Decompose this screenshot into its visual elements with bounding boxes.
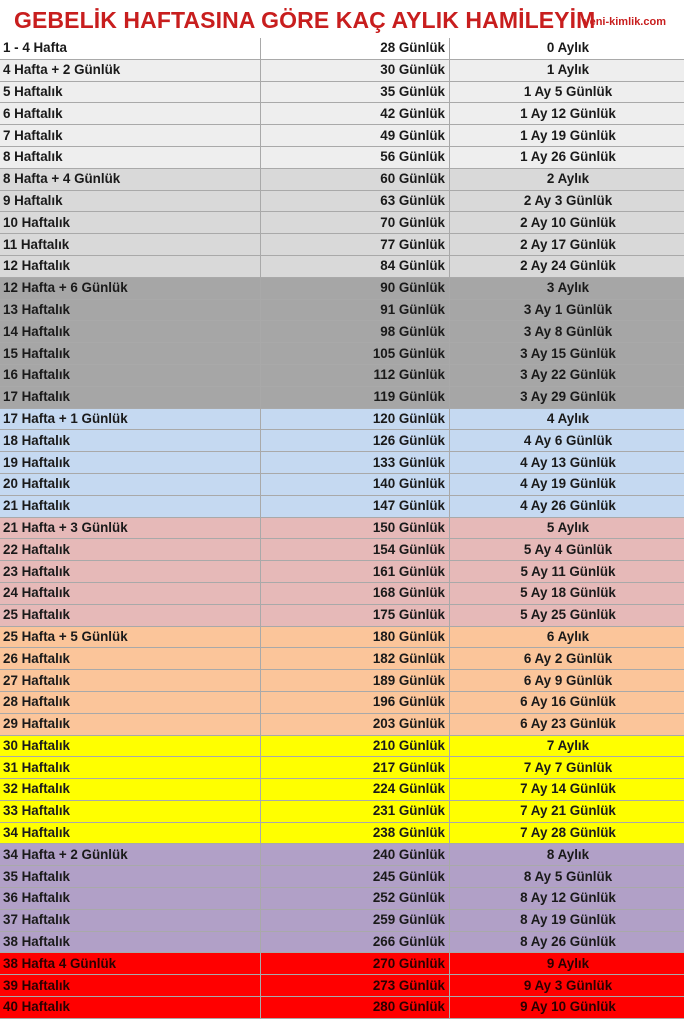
week-cell: 4 Hafta + 2 Günlük xyxy=(0,59,261,81)
week-cell: 26 Haftalık xyxy=(0,648,261,670)
days-cell: 175 Günlük xyxy=(261,604,450,626)
days-cell: 238 Günlük xyxy=(261,822,450,844)
days-cell: 112 Günlük xyxy=(261,364,450,386)
week-cell: 39 Haftalık xyxy=(0,975,261,997)
week-cell: 28 Haftalık xyxy=(0,691,261,713)
days-cell: 147 Günlük xyxy=(261,495,450,517)
week-cell: 38 Haftalık xyxy=(0,931,261,953)
week-cell: 29 Haftalık xyxy=(0,713,261,735)
week-cell: 16 Haftalık xyxy=(0,364,261,386)
table-row xyxy=(0,473,684,495)
table-row xyxy=(0,626,684,648)
week-cell: 18 Haftalık xyxy=(0,430,261,452)
week-cell: 25 Haftalık xyxy=(0,604,261,626)
table-row xyxy=(0,953,684,975)
table-row xyxy=(0,255,684,277)
months-cell: 6 Ay 16 Günlük xyxy=(450,691,684,713)
week-cell: 30 Haftalık xyxy=(0,735,261,757)
months-cell: 2 Ay 3 Günlük xyxy=(450,190,684,212)
days-cell: 266 Günlük xyxy=(261,931,450,953)
months-cell: 1 Ay 5 Günlük xyxy=(450,81,684,103)
months-cell: 4 Ay 26 Günlük xyxy=(450,495,684,517)
days-cell: 90 Günlük xyxy=(261,277,450,299)
days-cell: 35 Günlük xyxy=(261,81,450,103)
week-cell: 5 Haftalık xyxy=(0,81,261,103)
table-row xyxy=(0,844,684,866)
days-cell: 189 Günlük xyxy=(261,670,450,692)
table-row xyxy=(0,735,684,757)
table-row xyxy=(0,190,684,212)
months-cell: 3 Ay 1 Günlük xyxy=(450,299,684,321)
table-row xyxy=(0,909,684,931)
table-row xyxy=(0,539,684,561)
table-row xyxy=(0,604,684,626)
page-title: GEBELİK HAFTASINA GÖRE KAÇ AYLIK HAMİLEYİM xyxy=(14,7,596,33)
months-cell: 7 Ay 7 Günlük xyxy=(450,757,684,779)
table-row xyxy=(0,648,684,670)
table-row xyxy=(0,975,684,997)
week-cell: 40 Haftalık xyxy=(0,997,261,1019)
week-cell: 33 Haftalık xyxy=(0,800,261,822)
months-cell: 2 Ay 24 Günlük xyxy=(450,255,684,277)
days-cell: 245 Günlük xyxy=(261,866,450,888)
week-cell: 27 Haftalık xyxy=(0,670,261,692)
week-cell: 17 Hafta + 1 Günlük xyxy=(0,408,261,430)
months-cell: 3 Ay 29 Günlük xyxy=(450,386,684,408)
week-cell: 36 Haftalık xyxy=(0,888,261,910)
months-cell: 2 Ay 10 Günlük xyxy=(450,212,684,234)
days-cell: 180 Günlük xyxy=(261,626,450,648)
table-row xyxy=(0,713,684,735)
days-cell: 126 Günlük xyxy=(261,430,450,452)
week-cell: 6 Haftalık xyxy=(0,103,261,125)
table-row xyxy=(0,430,684,452)
week-cell: 9 Haftalık xyxy=(0,190,261,212)
months-cell: 8 Ay 26 Günlük xyxy=(450,931,684,953)
months-cell: 4 Ay 19 Günlük xyxy=(450,473,684,495)
table-row xyxy=(0,125,684,147)
week-cell: 13 Haftalık xyxy=(0,299,261,321)
months-cell: 8 Ay 5 Günlük xyxy=(450,866,684,888)
days-cell: 30 Günlük xyxy=(261,59,450,81)
months-cell: 7 Ay 28 Günlük xyxy=(450,822,684,844)
days-cell: 161 Günlük xyxy=(261,561,450,583)
months-cell: 3 Ay 8 Günlük xyxy=(450,321,684,343)
table-row xyxy=(0,168,684,190)
days-cell: 98 Günlük xyxy=(261,321,450,343)
days-cell: 56 Günlük xyxy=(261,146,450,168)
months-cell: 1 Ay 26 Günlük xyxy=(450,146,684,168)
months-cell: 3 Aylık xyxy=(450,277,684,299)
days-cell: 120 Günlük xyxy=(261,408,450,430)
months-cell: 2 Aylık xyxy=(450,168,684,190)
week-cell: 34 Haftalık xyxy=(0,822,261,844)
table-row xyxy=(0,343,684,365)
months-cell: 9 Aylık xyxy=(450,953,684,975)
days-cell: 105 Günlük xyxy=(261,343,450,365)
week-cell: 8 Haftalık xyxy=(0,146,261,168)
week-cell: 25 Hafta + 5 Günlük xyxy=(0,626,261,648)
week-cell: 34 Hafta + 2 Günlük xyxy=(0,844,261,866)
months-cell: 3 Ay 15 Günlük xyxy=(450,343,684,365)
table-row xyxy=(0,888,684,910)
days-cell: 133 Günlük xyxy=(261,452,450,474)
table-row xyxy=(0,822,684,844)
days-cell: 231 Günlük xyxy=(261,800,450,822)
days-cell: 91 Günlük xyxy=(261,299,450,321)
months-cell: 8 Aylık xyxy=(450,844,684,866)
week-cell: 8 Hafta + 4 Günlük xyxy=(0,168,261,190)
table-row xyxy=(0,779,684,801)
months-cell: 1 Ay 12 Günlük xyxy=(450,103,684,125)
week-cell: 32 Haftalık xyxy=(0,779,261,801)
week-cell: 20 Haftalık xyxy=(0,473,261,495)
months-cell: 6 Ay 23 Günlük xyxy=(450,713,684,735)
months-cell: 7 Ay 21 Günlük xyxy=(450,800,684,822)
months-cell: 4 Ay 6 Günlük xyxy=(450,430,684,452)
months-cell: 4 Aylık xyxy=(450,408,684,430)
table-row xyxy=(0,146,684,168)
week-cell: 1 - 4 Hafta xyxy=(0,38,261,59)
months-cell: 5 Ay 25 Günlük xyxy=(450,604,684,626)
table-row xyxy=(0,495,684,517)
months-cell: 6 Aylık xyxy=(450,626,684,648)
days-cell: 60 Günlük xyxy=(261,168,450,190)
months-cell: 6 Ay 2 Günlük xyxy=(450,648,684,670)
table-row xyxy=(0,103,684,125)
week-cell: 19 Haftalık xyxy=(0,452,261,474)
days-cell: 63 Günlük xyxy=(261,190,450,212)
days-cell: 28 Günlük xyxy=(261,38,450,59)
week-cell: 24 Haftalık xyxy=(0,582,261,604)
table-row xyxy=(0,59,684,81)
months-cell: 5 Ay 11 Günlük xyxy=(450,561,684,583)
week-cell: 37 Haftalık xyxy=(0,909,261,931)
table-row xyxy=(0,866,684,888)
days-cell: 210 Günlük xyxy=(261,735,450,757)
days-cell: 196 Günlük xyxy=(261,691,450,713)
week-cell: 12 Haftalık xyxy=(0,255,261,277)
table-row xyxy=(0,364,684,386)
days-cell: 77 Günlük xyxy=(261,234,450,256)
days-cell: 70 Günlük xyxy=(261,212,450,234)
table-row xyxy=(0,800,684,822)
table-row xyxy=(0,517,684,539)
months-cell: 8 Ay 12 Günlük xyxy=(450,888,684,910)
table-body xyxy=(0,38,684,1018)
months-cell: 6 Ay 9 Günlük xyxy=(450,670,684,692)
months-cell: 5 Aylık xyxy=(450,517,684,539)
days-cell: 84 Günlük xyxy=(261,255,450,277)
table-row xyxy=(0,277,684,299)
months-cell: 1 Aylık xyxy=(450,59,684,81)
days-cell: 150 Günlük xyxy=(261,517,450,539)
week-cell: 17 Haftalık xyxy=(0,386,261,408)
months-cell: 7 Ay 14 Günlük xyxy=(450,779,684,801)
week-cell: 15 Haftalık xyxy=(0,343,261,365)
months-cell: 0 Aylık xyxy=(450,38,684,59)
months-cell: 9 Ay 10 Günlük xyxy=(450,997,684,1019)
days-cell: 270 Günlük xyxy=(261,953,450,975)
table-row xyxy=(0,561,684,583)
days-cell: 280 Günlük xyxy=(261,997,450,1019)
week-cell: 12 Hafta + 6 Günlük xyxy=(0,277,261,299)
days-cell: 49 Günlük xyxy=(261,125,450,147)
table-row xyxy=(0,452,684,474)
days-cell: 42 Günlük xyxy=(261,103,450,125)
months-cell: 3 Ay 22 Günlük xyxy=(450,364,684,386)
week-cell: 23 Haftalık xyxy=(0,561,261,583)
week-cell: 14 Haftalık xyxy=(0,321,261,343)
months-cell: 5 Ay 18 Günlük xyxy=(450,582,684,604)
watermark: yeni-kimlik.com xyxy=(583,16,666,28)
days-cell: 140 Günlük xyxy=(261,473,450,495)
week-cell: 21 Haftalık xyxy=(0,495,261,517)
table-row xyxy=(0,234,684,256)
days-cell: 217 Günlük xyxy=(261,757,450,779)
week-cell: 38 Hafta 4 Günlük xyxy=(0,953,261,975)
months-cell: 1 Ay 19 Günlük xyxy=(450,125,684,147)
week-cell: 10 Haftalık xyxy=(0,212,261,234)
week-month-table xyxy=(0,38,684,1019)
months-cell: 4 Ay 13 Günlük xyxy=(450,452,684,474)
table-row xyxy=(0,931,684,953)
table-row xyxy=(0,757,684,779)
days-cell: 203 Günlük xyxy=(261,713,450,735)
days-cell: 273 Günlük xyxy=(261,975,450,997)
days-cell: 240 Günlük xyxy=(261,844,450,866)
table-row xyxy=(0,997,684,1019)
days-cell: 182 Günlük xyxy=(261,648,450,670)
week-cell: 35 Haftalık xyxy=(0,866,261,888)
table-row xyxy=(0,38,684,59)
days-cell: 252 Günlük xyxy=(261,888,450,910)
week-cell: 31 Haftalık xyxy=(0,757,261,779)
days-cell: 154 Günlük xyxy=(261,539,450,561)
days-cell: 224 Günlük xyxy=(261,779,450,801)
week-cell: 22 Haftalık xyxy=(0,539,261,561)
days-cell: 168 Günlük xyxy=(261,582,450,604)
days-cell: 259 Günlük xyxy=(261,909,450,931)
months-cell: 8 Ay 19 Günlük xyxy=(450,909,684,931)
table-row xyxy=(0,670,684,692)
table-row xyxy=(0,408,684,430)
months-cell: 7 Aylık xyxy=(450,735,684,757)
months-cell: 5 Ay 4 Günlük xyxy=(450,539,684,561)
week-cell: 21 Hafta + 3 Günlük xyxy=(0,517,261,539)
week-cell: 7 Haftalık xyxy=(0,125,261,147)
table-row xyxy=(0,81,684,103)
days-cell: 119 Günlük xyxy=(261,386,450,408)
table-row xyxy=(0,299,684,321)
table-row xyxy=(0,321,684,343)
table-row xyxy=(0,582,684,604)
header xyxy=(0,0,684,38)
months-cell: 2 Ay 17 Günlük xyxy=(450,234,684,256)
months-cell: 9 Ay 3 Günlük xyxy=(450,975,684,997)
table-row xyxy=(0,386,684,408)
week-cell: 11 Haftalık xyxy=(0,234,261,256)
table-row xyxy=(0,212,684,234)
table-row xyxy=(0,691,684,713)
